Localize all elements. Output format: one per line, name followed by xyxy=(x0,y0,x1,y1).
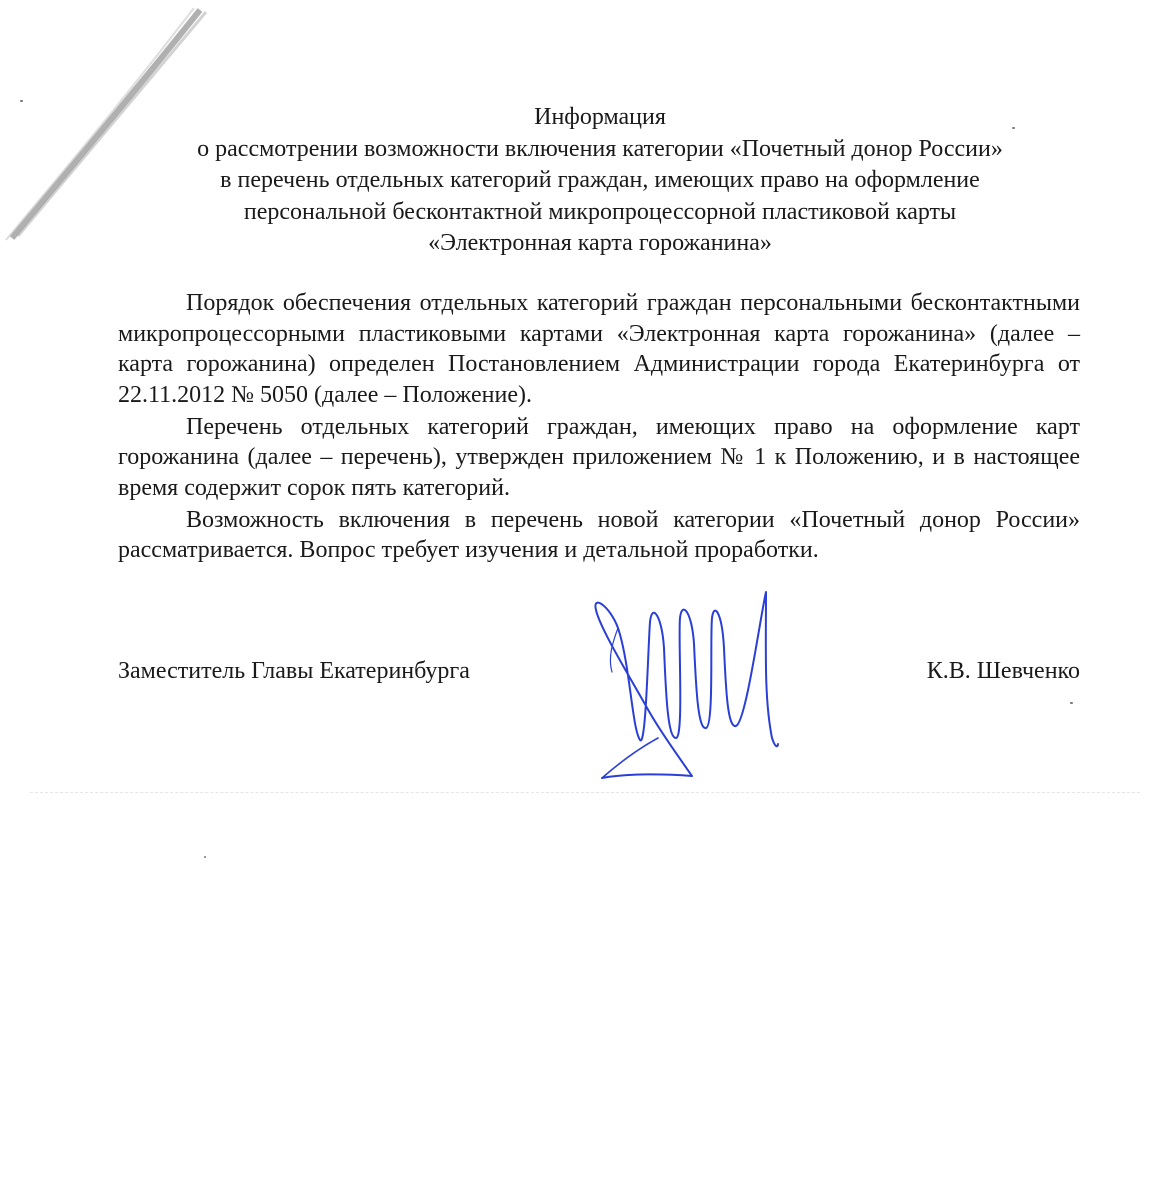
body-paragraph: Перечень отдельных категорий граждан, имеющих право на оформление карт горожанина (далее – перечень), утвержден приложением № 1 к Положению, и в настоящее время содержит сорок пять категорий. xyxy=(118,413,1080,501)
scan-speck xyxy=(20,100,23,102)
heading-line: «Электронная карта горожанина» xyxy=(428,230,772,256)
scan-fold-line xyxy=(30,792,1140,793)
handwritten-signature xyxy=(588,588,788,788)
body-paragraph: Возможность включения в перечень новой категории «Почетный донор России» рассматривается. Вопрос требует изучения и детальной проработки. xyxy=(118,506,1080,563)
heading-line: о рассмотрении возможности включения категории «Почетный донор России» xyxy=(197,135,1003,162)
document-heading xyxy=(120,102,1080,260)
signer-position: Заместитель Главы Екатеринбурга xyxy=(118,658,470,684)
document-body xyxy=(118,288,1080,567)
heading-line: Информация xyxy=(534,104,666,130)
signer-name: К.В. Шевченко xyxy=(926,658,1080,684)
body-paragraph: Порядок обеспечения отдельных категорий граждан персональными бесконтактными микропроцессорными пластиковыми картами «Электронная карта горожанина» (далее – карта горожанина) определен Постановлением Администрации города Екатеринбурга от 22.11.2012 № 5050 (далее – Положение). xyxy=(118,290,1080,408)
heading-line: в перечень отдельных категорий граждан, имеющих право на оформление xyxy=(220,167,980,193)
scan-speck xyxy=(1070,702,1073,704)
scan-speck xyxy=(204,856,206,858)
heading-line: персональной бесконтактной микропроцессорной пластиковой карты xyxy=(243,198,957,225)
